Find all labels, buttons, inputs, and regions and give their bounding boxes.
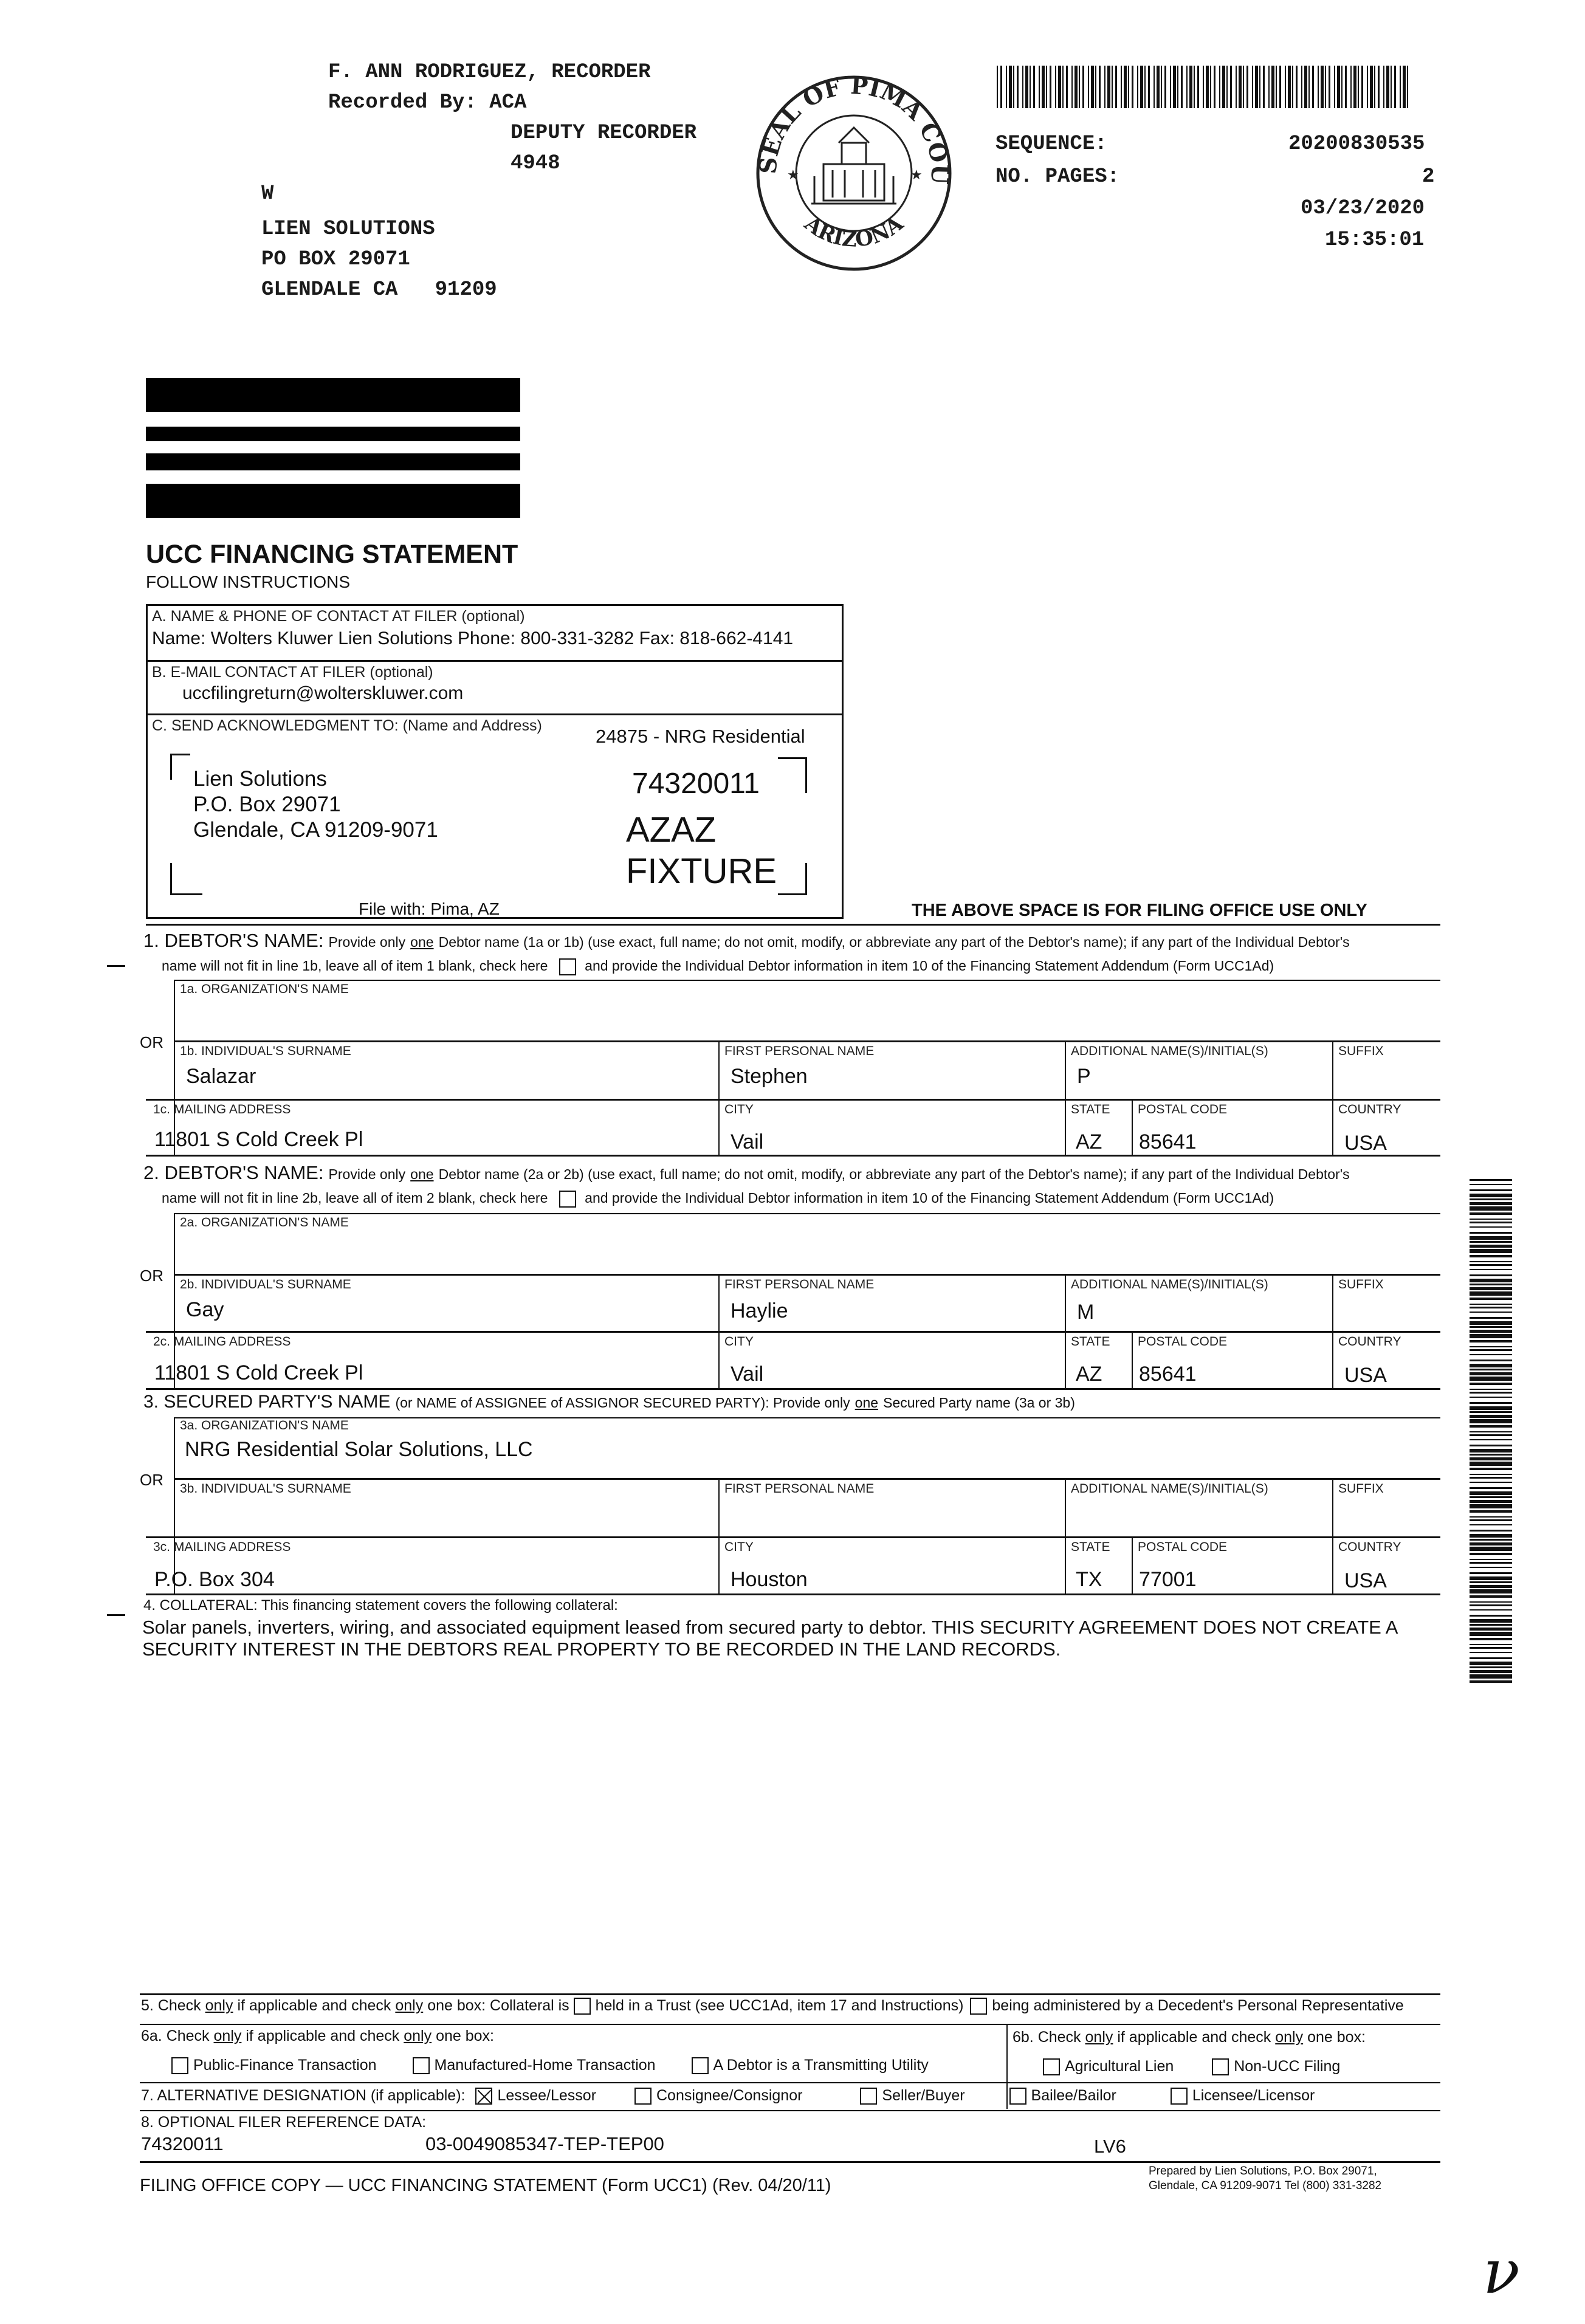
seal-top-text: SEAL OF PIMA COU [754,73,954,185]
public-finance-checkbox[interactable] [171,2057,188,2074]
secured-country: USA [1344,1569,1387,1592]
margin-tick [107,965,125,967]
svg-text:★: ★ [910,167,923,182]
item7-line [141,2087,1315,2105]
public-finance-label: Public-Finance Transaction [193,2057,377,2074]
seller-buyer-checkbox[interactable] [860,2088,877,2105]
barcode-icon [997,66,1410,108]
transmitting-utility-checkbox[interactable] [692,2057,709,2074]
bracket-top-right [778,757,807,793]
decedent-checkbox[interactable] [970,1998,987,2015]
pages-label: NO. PAGES: [995,165,1120,188]
debtor1-surname-label: 1b. INDIVIDUAL'S SURNAME [180,1044,351,1058]
ack-code-fixture: FIXTURE [626,851,777,891]
debtor1-addendum-checkbox[interactable] [559,958,576,975]
item7-label: 7. ALTERNATIVE DESIGNATION (if applicable): [141,2087,466,2104]
recorded-by: Recorded By: ACA [328,91,527,114]
bailee-bailor-label: Bailee/Bailor [1031,2087,1116,2104]
seal-bottom-text: ARIZONA [800,211,908,253]
debtor2-initial: M [1077,1301,1095,1324]
item8-label: 8. OPTIONAL FILER REFERENCE DATA: [141,2114,427,2131]
handwritten-mark: ν [1483,2236,1520,2308]
consignee-label: Consignee/Consignor [656,2087,803,2104]
side-barcode-icon [1470,1179,1512,1683]
debtor2-surname: Gay [186,1298,224,1321]
bracket-bottom-left [170,863,202,895]
debtor2-address-label: 2c. MAILING ADDRESS [153,1335,291,1349]
licensee-label: Licensee/Licensor [1192,2087,1315,2104]
bracket-bottom-right [778,863,807,895]
return-pobox: PO BOX 29071 [261,248,410,271]
return-name: LIEN SOLUTIONS [261,218,435,241]
debtor1-first-label: FIRST PERSONAL NAME [724,1044,875,1058]
record-time: 15:35:01 [1325,229,1425,252]
debtor2-addl-label: ADDITIONAL NAME(S)/INITIAL(S) [1071,1277,1268,1291]
debtor1-postal-label: POSTAL CODE [1138,1102,1228,1116]
ack-city: Glendale, CA 91209-9071 [193,818,438,842]
debtor1-country: USA [1344,1132,1387,1155]
debtor2-suffix-label: SUFFIX [1338,1277,1384,1291]
secured-addl-label: ADDITIONAL NAME(S)/INITIAL(S) [1071,1482,1268,1496]
county-seal-icon [754,73,954,273]
secured-country-label: COUNTRY [1338,1540,1401,1554]
collateral-line2: SECURITY INTEREST IN THE DEBTORS REAL PROPERTY TO BE RECORDED IN THE LAND RECORDS. [142,1638,1061,1660]
reference-lv: LV6 [1094,2136,1126,2157]
licensee-checkbox[interactable] [1171,2088,1188,2105]
debtor2-address: 11801 S Cold Creek Pl [154,1361,363,1384]
item6b-options [1043,2058,1340,2075]
debtor2-postal: 85641 [1139,1363,1197,1386]
contact-value: Name: Wolters Kluwer Lien Solutions Phone: 800-331-3282 Fax: 818-662-4141 [152,628,794,648]
secured-postal-label: POSTAL CODE [1138,1540,1228,1554]
form-title: UCC FINANCING STATEMENT [146,540,518,569]
recorder-name: F. ANN RODRIGUEZ, RECORDER [328,61,651,84]
debtor1-city-label: CITY [724,1102,754,1116]
secured-state-label: STATE [1071,1540,1110,1554]
consignee-checkbox[interactable] [634,2088,652,2105]
debtor2-city: Vail [731,1363,764,1386]
ack-label: C. SEND ACKNOWLEDGMENT TO: (Name and Address) [152,717,542,734]
email-value: uccfilingreturn@wolterskluwer.com [182,683,464,703]
deputy-number: 4948 [511,152,560,175]
secured-heading: 3. SECURED PARTY'S NAME [143,1392,391,1412]
debtor1-postal: 85641 [1139,1130,1197,1153]
pages-count: 2 [1422,165,1435,188]
debtor2-instr-line2: name will not fit in line 2b, leave all of item 2 blank, check here and provide the Individual Debtor information in item 10 of the Financing Statement Addendum (Form UCC1Ad) [162,1190,1274,1208]
debtor1-surname: Salazar [186,1065,256,1088]
trust-option-label: held in a Trust (see UCC1Ad, item 17 and Instructions) [595,1997,964,2014]
secured-address: P.O. Box 304 [154,1568,275,1591]
ack-number: 74320011 [632,768,760,800]
debtor2-state: AZ [1076,1363,1102,1386]
svg-text:ARIZONA [799,211,908,252]
debtor1-heading-line: 1. DEBTOR'S NAME: Provide only one Debtor name (1a or 1b) (use exact, full name; do not omit, modify, or abbreviate any part of the Debtor's name); if any part of the Individual Debtor's [143,930,1350,951]
secured-surname-label: 3b. INDIVIDUAL'S SURNAME [180,1482,351,1496]
secured-state: TX [1076,1568,1102,1591]
footer-prepared-address: Glendale, CA 91209-9071 Tel (800) 331-3282 [1149,2179,1382,2192]
manufactured-home-label: Manufactured-Home Transaction [434,2057,656,2074]
secured-first-label: FIRST PERSONAL NAME [724,1482,875,1496]
debtor2-first-label: FIRST PERSONAL NAME [724,1277,875,1291]
file-with: File with: Pima, AZ [359,899,500,918]
debtor1-address-label: 1c. MAILING ADDRESS [153,1102,291,1116]
footer-prepared-by: Prepared by Lien Solutions, P.O. Box 29071, [1149,2165,1377,2178]
secured-org-name: NRG Residential Solar Solutions, LLC [185,1438,533,1461]
ack-code-azaz: AZAZ [626,810,717,850]
debtor2-heading: 2. DEBTOR'S NAME: [143,1162,324,1183]
collateral-line1: Solar panels, inverters, wiring, and associated equipment leased from secured party to debtor. THIS SECURITY AGREEMENT DOES NOT CREATE A [142,1617,1398,1638]
redaction-bar [146,378,520,412]
debtor2-first-name: Haylie [731,1299,788,1322]
footer-form-name: FILING OFFICE COPY — UCC FINANCING STATEMENT (Form UCC1) (Rev. 04/20/11) [140,2176,831,2195]
debtor1-or: OR [140,1033,163,1051]
item6b-line: 6b. Check only if applicable and check only one box: [1013,2029,1366,2046]
bailee-bailor-checkbox[interactable] [1009,2088,1026,2105]
secured-org-label: 3a. ORGANIZATION'S NAME [180,1418,349,1432]
debtor1-heading: 1. DEBTOR'S NAME: [143,930,324,951]
debtor2-addendum-checkbox[interactable] [559,1191,576,1208]
sequence-number: 20200830535 [1288,132,1425,156]
debtor1-city: Vail [731,1130,764,1153]
lessee-lessor-label: Lessee/Lessor [497,2087,597,2104]
debtor2-heading-line: 2. DEBTOR'S NAME: Provide only one Debtor name (2a or 2b) (use exact, full name; do not omit, modify, or abbreviate any part of the Debtor's name); if any part of the Individual Debtor's [143,1162,1350,1183]
debtor2-postal-label: POSTAL CODE [1138,1335,1228,1349]
trust-checkbox[interactable] [574,1998,591,2015]
redaction-bar [146,427,520,441]
form-subtitle: FOLLOW INSTRUCTIONS [146,572,351,591]
reference-number: 74320011 [141,2133,224,2154]
debtor1-initial: P [1077,1065,1091,1088]
return-letter: W [261,182,274,205]
agricultural-lien-label: Agricultural Lien [1065,2058,1174,2075]
return-city: GLENDALE CA 91209 [261,278,497,301]
debtor2-state-label: STATE [1071,1335,1110,1349]
debtor2-country: USA [1344,1364,1387,1387]
secured-postal: 77001 [1139,1568,1197,1591]
secured-or: OR [140,1471,163,1489]
debtor1-suffix-label: SUFFIX [1338,1044,1384,1058]
debtor1-state-label: STATE [1071,1102,1110,1116]
non-ucc-label: Non-UCC Filing [1234,2058,1341,2075]
lessee-lessor-checkbox[interactable] [475,2088,492,2105]
ack-reference: 24875 - NRG Residential [596,726,805,747]
ack-pobox: P.O. Box 29071 [193,792,341,816]
reference-code: 03-0049085347-TEP-TEP00 [425,2133,664,2154]
svg-text:★: ★ [787,167,799,182]
contact-label: A. NAME & PHONE OF CONTACT AT FILER (optional) [152,608,525,625]
secured-address-label: 3c. MAILING ADDRESS [153,1540,291,1554]
bracket-top-left [170,754,190,780]
secured-suffix-label: SUFFIX [1338,1482,1384,1496]
debtor1-state: AZ [1076,1130,1102,1153]
debtor2-org-label: 2a. ORGANIZATION'S NAME [180,1215,349,1229]
debtor1-country-label: COUNTRY [1338,1102,1401,1116]
debtor1-address: 11801 S Cold Creek Pl [154,1128,363,1151]
debtor1-org-label: 1a. ORGANIZATION'S NAME [180,982,349,996]
debtor2-country-label: COUNTRY [1338,1335,1401,1349]
agricultural-lien-checkbox[interactable] [1043,2058,1060,2075]
office-use-label: THE ABOVE SPACE IS FOR FILING OFFICE USE ONLY [912,901,1367,920]
redaction-bar [146,453,520,470]
record-date: 03/23/2020 [1301,197,1425,220]
collateral-label: 4. COLLATERAL: This financing statement covers the following collateral: [143,1597,618,1614]
item5-line: 5. Check only if applicable and check only one box: Collateral is held in a Trust (see UCC1Ad, item 17 and Instructions) being administered by a Decedent's Personal Representative [141,1997,1404,2014]
seller-buyer-label: Seller/Buyer [882,2087,965,2104]
debtor2-surname-label: 2b. INDIVIDUAL'S SURNAME [180,1277,351,1291]
debtor1-instr-line2: name will not fit in line 1b, leave all of item 1 blank, check here and provide the Individual Debtor information in item 10 of the Financing Statement Addendum (Form UCC1Ad) [162,958,1274,975]
secured-heading-line: 3. SECURED PARTY'S NAME (or NAME of ASSIGNEE of ASSIGNOR SECURED PARTY): Provide only one Secured Party name (3a or 3b) [143,1392,1075,1412]
margin-tick [107,1614,125,1616]
decedent-option-label: being administered by a Decedent's Personal Representative [992,1997,1404,2014]
sequence-label: SEQUENCE: [995,132,1107,156]
debtor1-first-name: Stephen [731,1065,808,1088]
secured-city-label: CITY [724,1540,754,1554]
debtor2-city-label: CITY [724,1335,754,1349]
email-label: B. E-MAIL CONTACT AT FILER (optional) [152,664,433,681]
transmitting-utility-label: A Debtor is a Transmitting Utility [713,2057,929,2074]
debtor2-or: OR [140,1267,163,1285]
secured-city: Houston [731,1568,808,1591]
redaction-bar [146,484,520,518]
non-ucc-checkbox[interactable] [1212,2058,1229,2075]
item6a-options [171,2057,929,2074]
item6a-line: 6a. Check only if applicable and check only one box: [141,2027,494,2044]
ack-name: Lien Solutions [193,767,327,791]
deputy-recorder: DEPUTY RECORDER [511,122,697,145]
debtor1-addl-label: ADDITIONAL NAME(S)/INITIAL(S) [1071,1044,1268,1058]
manufactured-home-checkbox[interactable] [413,2057,430,2074]
